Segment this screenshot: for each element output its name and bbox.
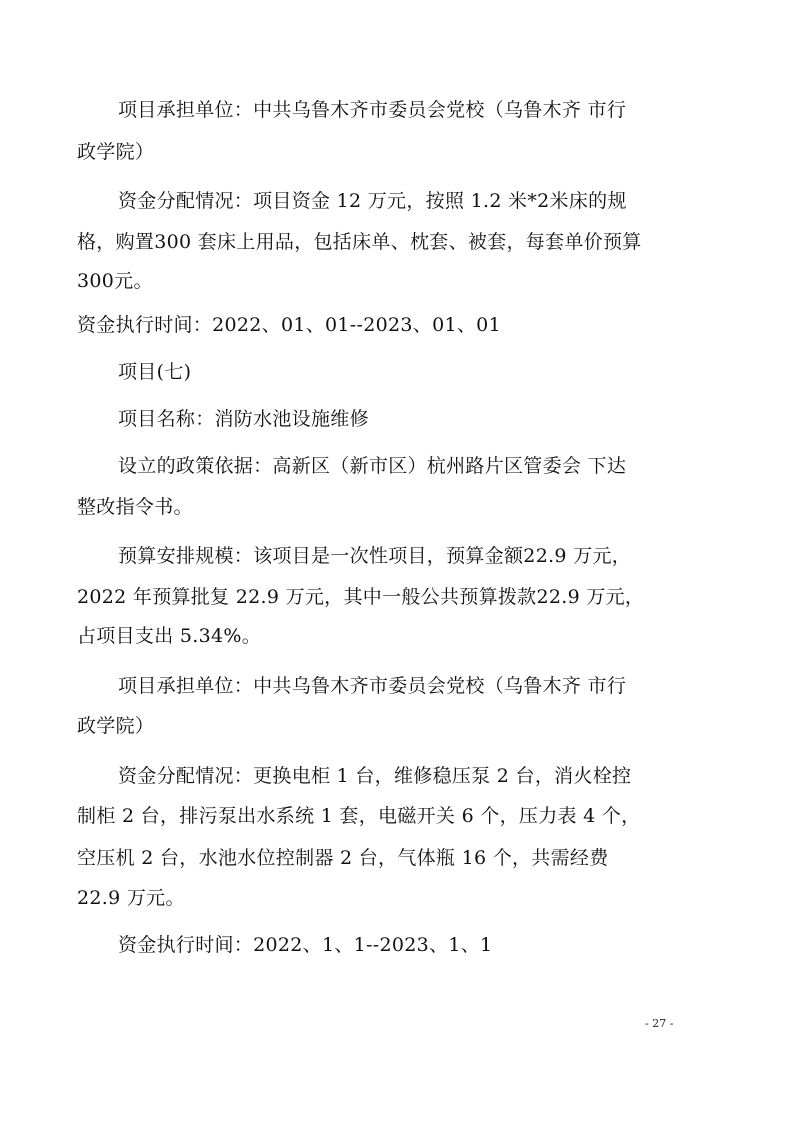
text-line: 政学院）: [77, 141, 155, 163]
section-heading: 项目(七): [118, 361, 192, 383]
text-line: 300元。: [77, 270, 153, 292]
text-line: 设立的政策依据：高新区（新市区）杭州路片区管委会 下达: [118, 455, 627, 477]
text-line: 项目承担单位：中共乌鲁木齐市委员会党校（乌鲁木齐 市行: [118, 99, 627, 121]
text-line: 政学院）: [77, 715, 155, 737]
text-line: 资金执行时间：2022、01、01--2023、01、01: [77, 314, 501, 336]
text-line: 格，购置300 套床上用品，包括床单、枕套、被套，每套单价预算: [77, 231, 642, 253]
text-line: 预算安排规模：该项目是一次性项目，预算金额22.9 万元，: [118, 545, 632, 567]
text-line: 资金执行时间：2022、1、1--2023、1、1: [118, 934, 493, 956]
text-line: 22.9 万元。: [77, 887, 185, 909]
text-line: 占项目支出 5.34%。: [77, 625, 261, 647]
text-line: 项目承担单位：中共乌鲁木齐市委员会党校（乌鲁木齐 市行: [118, 675, 627, 697]
text-line: 2022 年预算批复 22.9 万元，其中一般公共预算拨款22.9 万元，: [77, 586, 645, 608]
text-line: 空压机 2 台，水池水位控制器 2 台，气体瓶 16 个，共需经费: [77, 847, 609, 869]
text-line: 项目名称：消防水池设施维修: [118, 408, 369, 430]
text-line: 制柜 2 台，排污泵出水系统 1 套，电磁开关 6 个，压力表 4 个，: [77, 805, 641, 827]
text-line: 整改指令书。: [77, 496, 193, 518]
text-line: 资金分配情况：更换电柜 1 台，维修稳压泵 2 台，消火栓控: [118, 765, 632, 787]
text-line: 资金分配情况：项目资金 12 万元，按照 1.2 米*2米床的规: [118, 190, 627, 212]
page-number: - 27 -: [645, 1017, 674, 1030]
